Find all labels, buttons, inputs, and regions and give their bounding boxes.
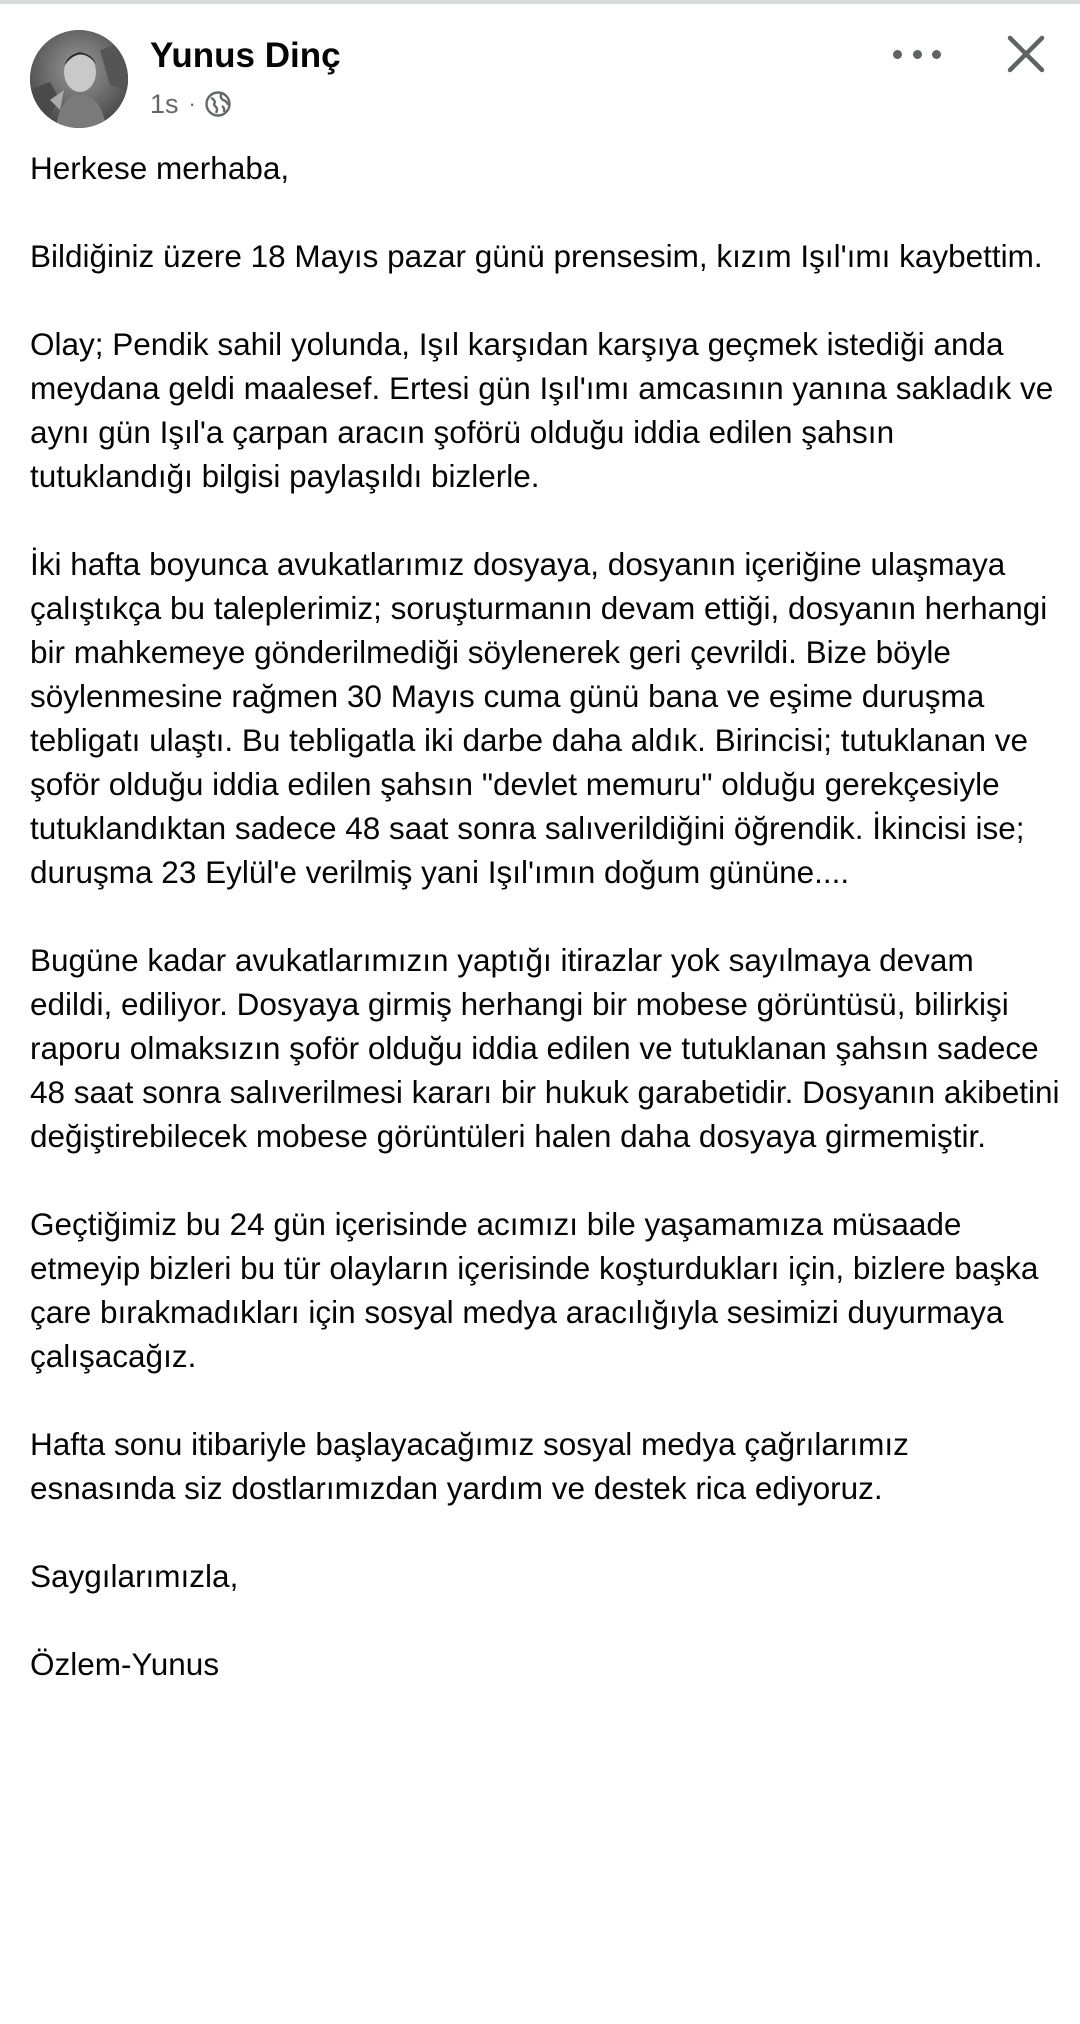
close-button[interactable] — [1004, 32, 1048, 76]
post-paragraph: İki hafta boyunca avukatlarımız dosyaya, dosyanın içeriğine ulaşmaya çalıştıkça bu taleplerimiz; soruşturmanın devam ettiği, dosyanın herhangi bir mahkemeye gönderilmediği söylenerek geri çevrildi. Bize böyle söylenmesine rağmen 30 Mayıs cuma günü bana ve eşime duruşma tebligatı ulaştı. Bu tebligatla iki darbe daha aldık. Birincisi; tutuklanan ve şoför olduğu iddia edilen şahsın "devlet memuru" olduğu gerekçesiyle tutuklandıktan sadece 48 saat sonra salıverildiğini öğrendik. İkincisi ise; duruşma 23 Eylül'e verilmiş yani Işıl'ımın doğum gününe.... — [30, 546, 1048, 890]
avatar-photo — [30, 30, 128, 128]
close-icon — [1004, 32, 1048, 76]
post-meta — [150, 88, 232, 120]
post-paragraph-closing: Saygılarımızla, — [30, 1558, 239, 1594]
post-signature: Özlem-Yunus — [30, 1646, 220, 1682]
meta-separator: · — [188, 91, 196, 116]
post-paragraph-greeting: Herkese merhaba, — [30, 150, 290, 186]
avatar[interactable] — [30, 30, 128, 128]
post-paragraph: Hafta sonu itibariyle başlayacağımız sosyal medya çağrılarımız esnasında siz dostlarımızdan yardım ve destek rica ediyoruz. — [30, 1426, 909, 1506]
post-paragraph: Geçtiğimiz bu 24 gün içerisinde acımızı bile yaşamamıza müsaade etmeyip bizleri bu tür olayların içerisinde koşturdukları için, bizlere başka çare bırakmadıkları için sosyal medya aracılığıyla sesimizi duyurmaya çalışacağız. — [30, 1206, 1039, 1374]
post-header — [0, 0, 1080, 140]
post-paragraph: Bildiğiniz üzere 18 Mayıs pazar günü prensesim, kızım Işıl'ımı kaybettim. — [30, 238, 1043, 274]
post-text — [30, 146, 1060, 1686]
globe-icon[interactable] — [204, 90, 232, 118]
post-paragraph: Olay; Pendik sahil yolunda, Işıl karşıdan karşıya geçmek istediği anda meydana geldi maalesef. Ertesi gün Işıl'ımı amcasının yanına sakladık ve aynı gün Işıl'a çarpan aracın şoförü olduğu iddia edilen şahsın tutuklandığı bilgisi paylaşıldı bizlerle. — [30, 326, 1054, 494]
author-name[interactable]: Yunus Dinç — [150, 36, 341, 75]
post-timestamp[interactable]: 1s — [150, 88, 179, 119]
post-paragraph: Bugüne kadar avukatlarımızın yaptığı itirazlar yok sayılmaya devam edildi, ediliyor. Dosyaya girmiş herhangi bir mobese görüntüsü, bilirkişi raporu olmaksızın şoför olduğu iddia edilen ve tutuklanan şahsın sadece 48 saat sonra salıverilmesi kararı bir hukuk garabetidir. Dosyanın akibetini değiştirebilecek mobese görüntüleri halen daha dosyaya girmemiştir. — [30, 942, 1060, 1154]
more-horizontal-icon — [893, 50, 902, 59]
more-options-button[interactable] — [893, 34, 941, 74]
